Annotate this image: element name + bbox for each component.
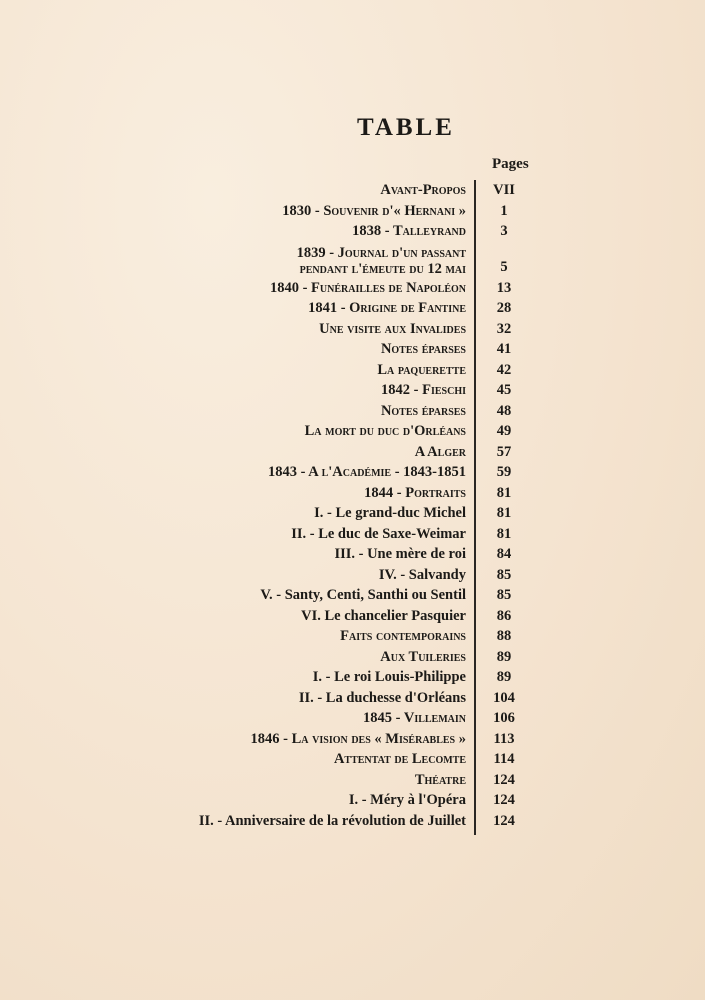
toc-entry-page: 3 — [500, 223, 508, 239]
toc-entry — [100, 749, 540, 770]
toc-entry-title: IV. - Salvandy — [378, 566, 466, 583]
toc-entry-title — [100, 242, 466, 278]
toc-entry-page: 85 — [496, 587, 512, 603]
toc-entry-page: 42 — [496, 361, 512, 378]
toc-entry-title: III. - Une mère de roi — [334, 546, 466, 562]
toc-entry-page: 13 — [496, 279, 512, 296]
toc-entry-page: 106 — [493, 710, 515, 726]
toc-entry-title: Notes éparses — [380, 402, 466, 419]
toc-entry-title: Aux Tuileries — [380, 648, 466, 665]
toc-entry-title: II. - La duchesse d'Orléans — [298, 689, 466, 706]
toc-entry — [100, 626, 540, 647]
toc-entry — [100, 688, 540, 709]
toc-entry — [100, 667, 540, 688]
toc-entry-page: 59 — [496, 464, 512, 480]
toc-entry-title: A Alger — [414, 443, 466, 460]
toc-entry — [100, 606, 540, 627]
toc-entry-title: La paquerette — [377, 361, 466, 378]
toc-entry-page: 124 — [493, 771, 515, 788]
toc-entry-page: 81 — [496, 505, 512, 521]
toc-entry-title-line: pendant l'émeute du 12 mai — [299, 261, 466, 277]
toc-entry-title: 1841 - Origine de Fantine — [308, 300, 466, 316]
toc-entry-page: 113 — [493, 730, 515, 747]
toc-entry-title: I. - Méry à l'Opéra — [348, 792, 466, 808]
toc-entry-title: La mort du duc d'Orléans — [304, 423, 466, 439]
toc-entry — [100, 729, 540, 750]
toc-entry — [100, 380, 540, 401]
toc-entry-title: II. - Anniversaire de la révolution de Juillet — [198, 812, 466, 829]
toc-entry-page: 104 — [493, 689, 515, 706]
toc-entry-title: Avant-Propos — [380, 182, 466, 198]
toc-entry-title: 1838 - Talleyrand — [352, 223, 466, 239]
toc-entry — [100, 298, 540, 319]
toc-entry-title: I. - Le roi Louis-Philippe — [312, 669, 466, 685]
toc-entry-title: 1845 - Villemain — [363, 710, 466, 726]
toc-entry — [100, 585, 540, 606]
toc-entry-page: 41 — [496, 341, 512, 357]
toc-entry-title: Faits contemporains — [340, 628, 466, 644]
toc-entry-title: Attentat de Lecomte — [333, 751, 466, 767]
toc-entry — [100, 360, 540, 381]
page-title: TABLE — [357, 114, 455, 141]
toc-entry-title: VI. Le chancelier Pasquier — [301, 607, 466, 624]
toc-entry-page: 114 — [493, 751, 515, 767]
pages-column-header: Pages — [492, 156, 529, 172]
toc-entry-title: Notes éparses — [380, 341, 466, 357]
toc-entry — [100, 319, 540, 340]
toc-entry-title: 1843 - A l'Académie - 1843-1851 — [268, 464, 466, 480]
toc-entry — [100, 442, 540, 463]
toc-entry-title-line: 1839 - Journal d'un passant — [296, 244, 466, 261]
toc-entry — [100, 503, 540, 524]
toc-entry — [100, 180, 540, 201]
table-of-contents — [100, 180, 540, 831]
toc-entry-title: I. - Le grand-duc Michel — [314, 505, 466, 521]
toc-entry-page: 86 — [496, 607, 512, 624]
toc-entry — [100, 647, 540, 668]
toc-entry-page: 81 — [496, 525, 512, 542]
toc-entry — [100, 201, 540, 222]
toc-entry-page: 5 — [500, 259, 508, 275]
toc-entry-page: 81 — [496, 484, 512, 501]
toc-entry-title: V. - Santy, Centi, Santhi ou Sentil — [260, 587, 466, 603]
toc-entry — [100, 790, 540, 811]
toc-entry-page: VII — [493, 182, 515, 198]
toc-entry-page: 32 — [496, 320, 512, 337]
toc-entry-page: 88 — [496, 628, 512, 644]
toc-entry — [100, 483, 540, 504]
toc-entry — [100, 565, 540, 586]
toc-entry — [100, 544, 540, 565]
toc-entry-title: 1846 - La vision des « Misérables » — [250, 730, 466, 747]
toc-entry-title: Théatre — [414, 771, 466, 788]
toc-entry — [100, 421, 540, 442]
toc-entry-page: 124 — [493, 792, 515, 808]
toc-entry — [100, 221, 540, 242]
toc-entry — [100, 339, 540, 360]
toc-entry-page: 49 — [496, 423, 512, 439]
toc-entry-title: 1842 - Fieschi — [381, 382, 466, 398]
toc-entry — [100, 708, 540, 729]
toc-entry — [100, 811, 540, 832]
toc-entry-page: 45 — [496, 382, 512, 398]
toc-entry — [100, 278, 540, 299]
toc-entry-page: 89 — [496, 648, 512, 665]
toc-entry-page: 1 — [500, 202, 508, 219]
toc-entry-title: 1830 - Souvenir d'« Hernani » — [282, 202, 466, 219]
toc-entry-page: 85 — [496, 566, 512, 583]
toc-entry — [100, 770, 540, 791]
toc-entry-page: 84 — [496, 546, 512, 562]
toc-entry-page: 28 — [496, 300, 512, 316]
toc-entry-page: 124 — [493, 812, 515, 829]
toc-entry-title: 1840 - Funérailles de Napoléon — [269, 279, 466, 296]
toc-entry-title: Une visite aux Invalides — [319, 320, 466, 337]
toc-entry — [100, 242, 540, 278]
toc-entry — [100, 462, 540, 483]
toc-entry — [100, 401, 540, 422]
toc-entry-page: 89 — [496, 669, 512, 685]
toc-entry-title: 1844 - Portraits — [364, 484, 466, 501]
toc-entry-title: II. - Le duc de Saxe-Weimar — [291, 525, 466, 542]
toc-entry — [100, 524, 540, 545]
toc-entry-page: 48 — [496, 402, 512, 419]
toc-entry-page: 57 — [496, 443, 512, 460]
